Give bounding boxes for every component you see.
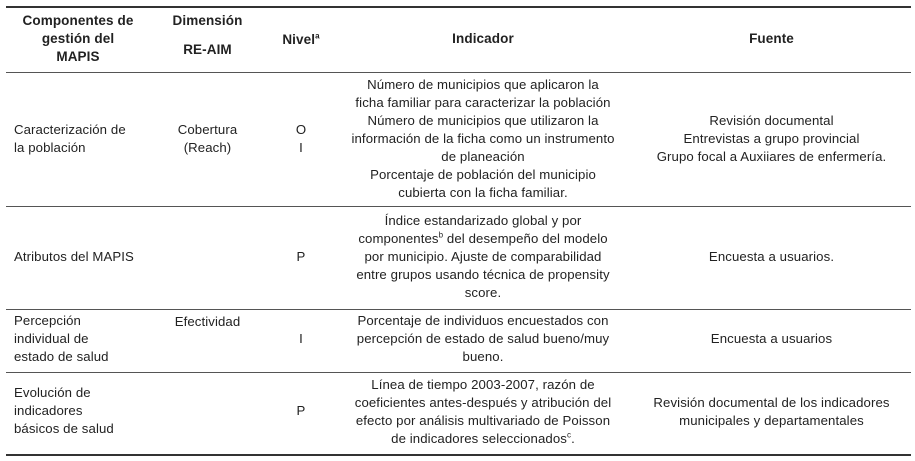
row1-fuente: Revisión documental Entrevistas a grupo provincial Grupo focal a Auxiiares de enfermería.	[656, 113, 887, 164]
header-indicador: Indicador	[452, 31, 514, 46]
header-nivel: Nivel$^a$	[282, 31, 320, 47]
row-divider	[6, 309, 911, 310]
header-bottom-rule	[6, 72, 911, 73]
row1-nivel: O I	[295, 122, 307, 155]
row3-dimension: Efectividad	[174, 314, 241, 329]
header-dimension: Dimensión RE-AIM	[172, 13, 243, 57]
row1-componente: Caracterización de la población	[14, 122, 126, 155]
row3-indicador: Porcentaje de individuos encuestados con percepción de estado de salud bueno/muy bueno.	[356, 313, 610, 364]
header-componentes: Componentes de gestión del MAPIS	[22, 13, 134, 64]
row4-nivel: P	[296, 403, 306, 418]
row3-nivel: I	[299, 331, 303, 346]
table-top-rule	[6, 6, 911, 8]
row3-fuente: Encuesta a usuarios	[710, 331, 833, 346]
header-fuente: Fuente	[749, 31, 794, 46]
table-bottom-rule	[6, 454, 911, 456]
row2-nivel: P	[296, 249, 306, 264]
row4-componente: Evolución de indicadores básicos de salud	[14, 385, 114, 436]
row4-fuente: Revisión documental de los indicadores municipales y departamentales	[653, 395, 890, 428]
row2-fuente: Encuesta a usuarios.	[708, 249, 835, 264]
row1-indicador: Número de municipios que aplicaron la ficha familiar para caracterizar la población Número de municipios que utilizaron la información de la ficha como un instrumento de planeación Porcentaje de población del municipio cubierta con la ficha familiar.	[351, 77, 615, 200]
row1-dimension: Cobertura (Reach)	[177, 122, 238, 155]
row2-componente: Atributos del MAPIS	[14, 249, 134, 264]
row4-indicador: Línea de tiempo 2003-2007, razón de coeficientes antes-después y atribución del efecto por análisis multivariado de Poisson de indicadores seleccionados$^c$.	[354, 377, 612, 446]
row3-componente: Percepción individual de estado de salud	[14, 313, 109, 364]
row2-indicador: Índice estandarizado global y por componentes$^b$ del desempeño del modelo por municipio. Ajuste de comparabilidad entre grupos usando técnica de propensity score.	[356, 213, 610, 300]
row-divider	[6, 372, 911, 373]
row-divider	[6, 206, 911, 207]
